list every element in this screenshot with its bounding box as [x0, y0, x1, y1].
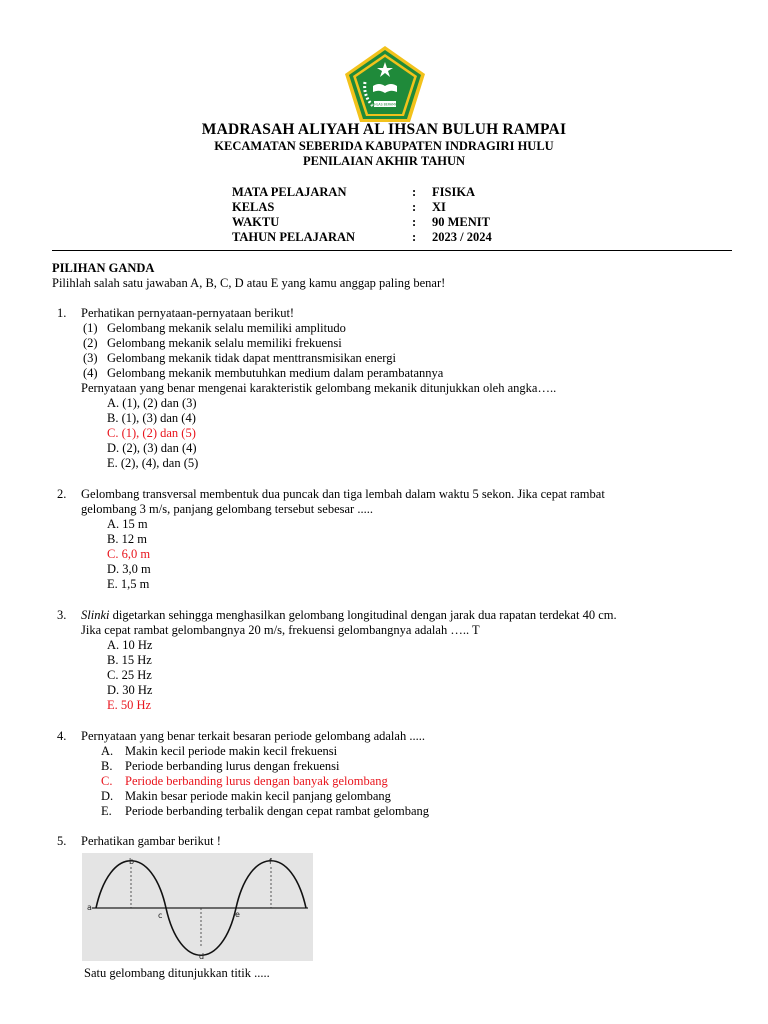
statement-number: (4): [83, 366, 98, 380]
option-text: Periode berbanding lurus dengan banyak gelombang: [125, 774, 388, 788]
statement-text: Gelombang mekanik selalu memiliki amplitudo: [107, 321, 346, 335]
option-text: Makin besar periode makin kecil panjang gelombang: [125, 789, 391, 803]
option-list: [107, 517, 737, 592]
option-list: [107, 638, 737, 713]
option-c-answer[interactable]: C. (1), (2) dan (5): [107, 426, 196, 440]
option-d[interactable]: D. (2), (3) dan (4): [107, 441, 197, 455]
school-name: MADRASAH ALIYAH AL IHSAN BULUH RAMPAI: [201, 121, 567, 138]
info-colon: :: [412, 230, 417, 244]
option-e-answer[interactable]: E. 50 Hz: [107, 698, 152, 712]
question-number: 2.: [57, 487, 67, 501]
option-d[interactable]: D. 30 Hz: [107, 683, 153, 697]
point-label-c: c: [158, 911, 163, 920]
info-key: TAHUN PELAJARAN: [232, 230, 356, 244]
point-label-e: e: [235, 910, 240, 919]
option-text: Periode berbanding terbalik dengan cepat rambat gelombang: [125, 804, 430, 818]
option-c-answer[interactable]: C. 6,0 m: [107, 547, 151, 561]
header-divider: [52, 250, 732, 251]
point-label-d: d: [199, 952, 205, 961]
logo-text: IKHLAS BERAMAL: [371, 102, 399, 107]
question-3: [57, 608, 737, 713]
question-number: 1.: [57, 306, 67, 320]
option-letter: A.: [101, 744, 114, 758]
info-value: XI: [432, 200, 446, 214]
exam-title: PENILAIAN AKHIR TAHUN: [302, 154, 466, 168]
option-list: [107, 396, 737, 471]
info-colon: :: [412, 200, 417, 214]
option-letter: D.: [101, 789, 114, 803]
statement-text: Gelombang mekanik tidak dapat menttransmisikan energi: [107, 351, 396, 365]
question-prompt: Pernyataan yang benar mengenai karakteristik gelombang mekanik ditunjukkan oleh angka…..: [81, 381, 557, 395]
info-row-year: [232, 230, 492, 245]
option-c-answer[interactable]: [101, 774, 737, 789]
info-colon: :: [412, 185, 417, 199]
question-lead: Perhatikan pernyataan-pernyataan berikut!: [81, 306, 295, 320]
option-c[interactable]: C. 25 Hz: [107, 668, 152, 682]
option-b[interactable]: B. 15 Hz: [107, 653, 152, 667]
option-b[interactable]: B. 12 m: [107, 532, 147, 546]
option-e[interactable]: E. 1,5 m: [107, 577, 150, 591]
question-text: Jika cepat rambat gelombangnya 20 m/s, frekuensi gelombangnya adalah ….. T: [81, 623, 480, 637]
option-d[interactable]: D. 3,0 m: [107, 562, 151, 576]
section-title: PILIHAN GANDA: [52, 261, 155, 275]
option-letter: E.: [101, 804, 112, 818]
option-e[interactable]: [101, 804, 737, 819]
question-2: [57, 487, 737, 592]
info-key: MATA PELAJARAN: [232, 185, 347, 199]
statement-text: Gelombang mekanik membutuhkan medium dalam perambatannya: [107, 366, 444, 380]
info-value: 2023 / 2024: [432, 230, 492, 244]
question-text: [81, 608, 737, 623]
option-a[interactable]: A. 10 Hz: [107, 638, 153, 652]
question-text: Perhatikan gambar berikut !: [81, 834, 221, 848]
madrasah-logo: [343, 44, 427, 124]
statement-number: (1): [83, 321, 98, 335]
question-number: 5.: [57, 834, 67, 848]
statement-text: Gelombang mekanik selalu memiliki frekuensi: [107, 336, 342, 350]
info-row-time: [232, 215, 492, 230]
info-value: FISIKA: [432, 185, 476, 199]
question-text: gelombang 3 m/s, panjang gelombang tersebut sebesar .....: [81, 502, 373, 516]
option-a[interactable]: [101, 744, 737, 759]
info-value: 90 MENIT: [432, 215, 490, 229]
point-label-f: f: [269, 857, 272, 866]
point-label-b: b: [129, 857, 135, 866]
statement: [83, 351, 737, 366]
statement-number: (3): [83, 351, 98, 365]
exam-info-table: [232, 185, 492, 245]
question-text: Pernyataan yang benar terkait besaran periode gelombang adalah .....: [81, 729, 425, 743]
question-text: Gelombang transversal membentuk dua puncak dan tiga lembah dalam waktu 5 sekon. Jika cepat rambat: [81, 487, 605, 501]
statement: [83, 366, 737, 381]
question-text-rest: digetarkan sehingga menghasilkan gelombang longitudinal dengan jarak dua rapatan terdekat 40 cm.: [109, 608, 617, 622]
option-text: Makin kecil periode makin kecil frekuensi: [125, 744, 338, 758]
option-list: [101, 744, 737, 819]
option-d[interactable]: [101, 789, 737, 804]
option-e[interactable]: E. (2), (4), dan (5): [107, 456, 199, 470]
info-key: WAKTU: [232, 215, 280, 229]
option-a[interactable]: A. (1), (2) dan (3): [107, 396, 197, 410]
option-b[interactable]: [101, 759, 737, 774]
info-key: KELAS: [232, 200, 275, 214]
point-label-a: a: [87, 903, 92, 912]
section-instruction: Pilihlah salah satu jawaban A, B, C, D atau E yang kamu anggap paling benar!: [52, 276, 446, 290]
option-letter: B.: [101, 759, 113, 773]
statement: [83, 321, 737, 336]
info-row-class: [232, 200, 492, 215]
question-5: [57, 834, 737, 849]
question-number: 3.: [57, 608, 67, 622]
italic-term: Slinki: [81, 608, 110, 622]
question-1: [57, 306, 737, 471]
info-colon: :: [412, 215, 417, 229]
info-row-subject: [232, 185, 492, 200]
question-number: 4.: [57, 729, 67, 743]
option-b[interactable]: B. (1), (3) dan (4): [107, 411, 196, 425]
figure-caption: Satu gelombang ditunjukkan titik .....: [84, 966, 270, 980]
statement-number: (2): [83, 336, 98, 350]
district-name: KECAMATAN SEBERIDA KABUPATEN INDRAGIRI HULU: [214, 139, 554, 153]
wave-figure: [82, 853, 313, 961]
statement: [83, 336, 737, 351]
option-letter: C.: [101, 774, 113, 788]
option-a[interactable]: A. 15 m: [107, 517, 148, 531]
option-text: Periode berbanding lurus dengan frekuensi: [125, 759, 340, 773]
question-4: [57, 729, 737, 819]
